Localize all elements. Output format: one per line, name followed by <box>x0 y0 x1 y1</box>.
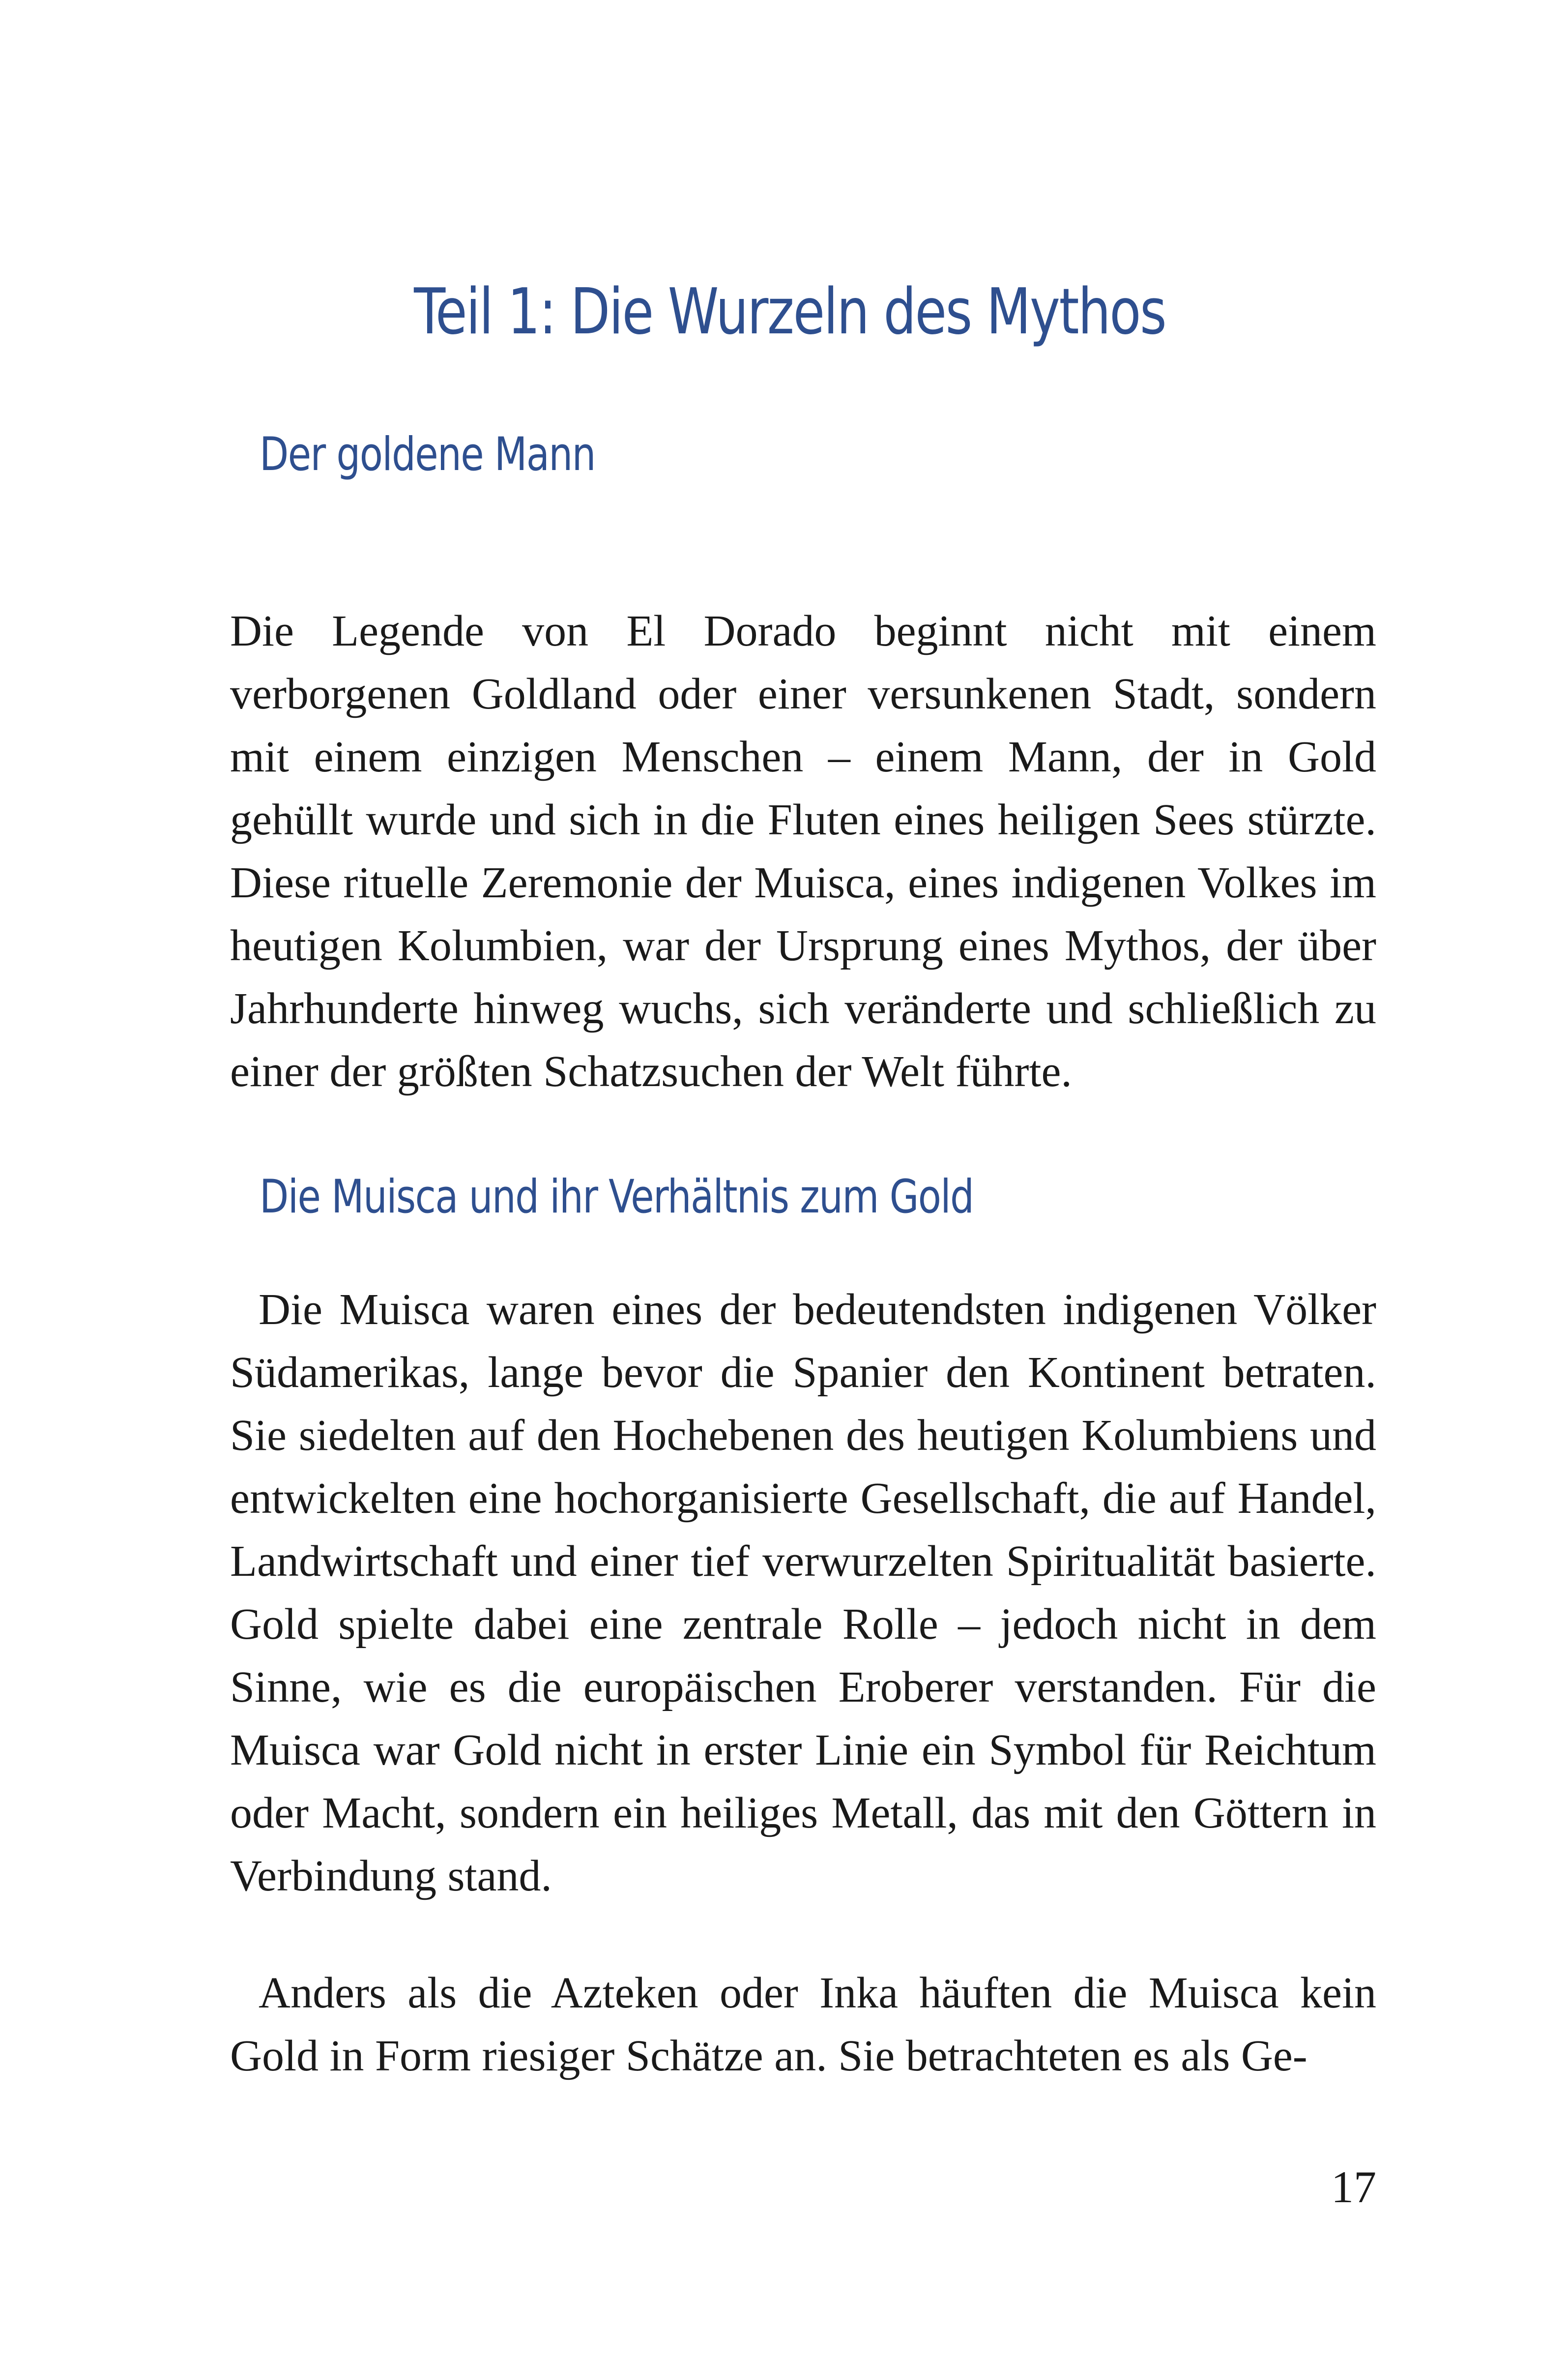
page-number: 17 <box>1331 2162 1376 2212</box>
paragraph-azteken-inka: Anders als die Azteken oder Inka häuften die Muisca kein Gold in Form riesiger Schätze an. Sie betrachteten es als Ge- <box>230 1969 1376 2080</box>
paragraph-legende: Die Legende von El Dorado beginnt nicht mit einem verborgenen Goldland oder einer versunkenen Stadt, sondern mit einem einzigen Menschen – einem Mann, der in Gold gehüllt wurde und sich in die Fluten eines heiligen Sees stürzte. Diese rituelle Zeremonie der Muisca, eines indigenen Volkes im heutigen Kolumbien, war der Ursprung eines Mythos, der über Jahrhunderte hinweg wuchs, sich veränderte und schließlich zu einer der größten Schatzsuchen der Welt führte. <box>230 607 1376 1096</box>
chapter-title: Teil 1: Die Wurzeln des Mythos <box>414 275 1166 349</box>
paragraph-muisca: Die Muisca waren eines der bedeutendsten indigenen Völker Südamerikas, lange bevor die Spanier den Kontinent betraten. Sie siedelten auf den Hochebenen des heutigen Kolumbiens und entwickelten eine hochorganisierte Gesellschaft, die auf Handel, Landwirtschaft und einer tief verwurzelten Spiritualität basierte. Gold spielte dabei eine zentrale Rolle – jedoch nicht in dem Sinne, wie es die europäischen Eroberer verstanden. Für die Muisca war Gold nicht in erster Linie ein Symbol für Reichtum oder Macht, sondern ein heiliges Metall, das mit den Göttern in Verbindung stand. <box>230 1285 1376 1900</box>
section-heading-muisca-gold: Die Muisca und ihr Verhältnis zum Gold <box>260 1170 974 1224</box>
section-heading-der-goldene-mann: Der goldene Mann <box>260 428 595 481</box>
